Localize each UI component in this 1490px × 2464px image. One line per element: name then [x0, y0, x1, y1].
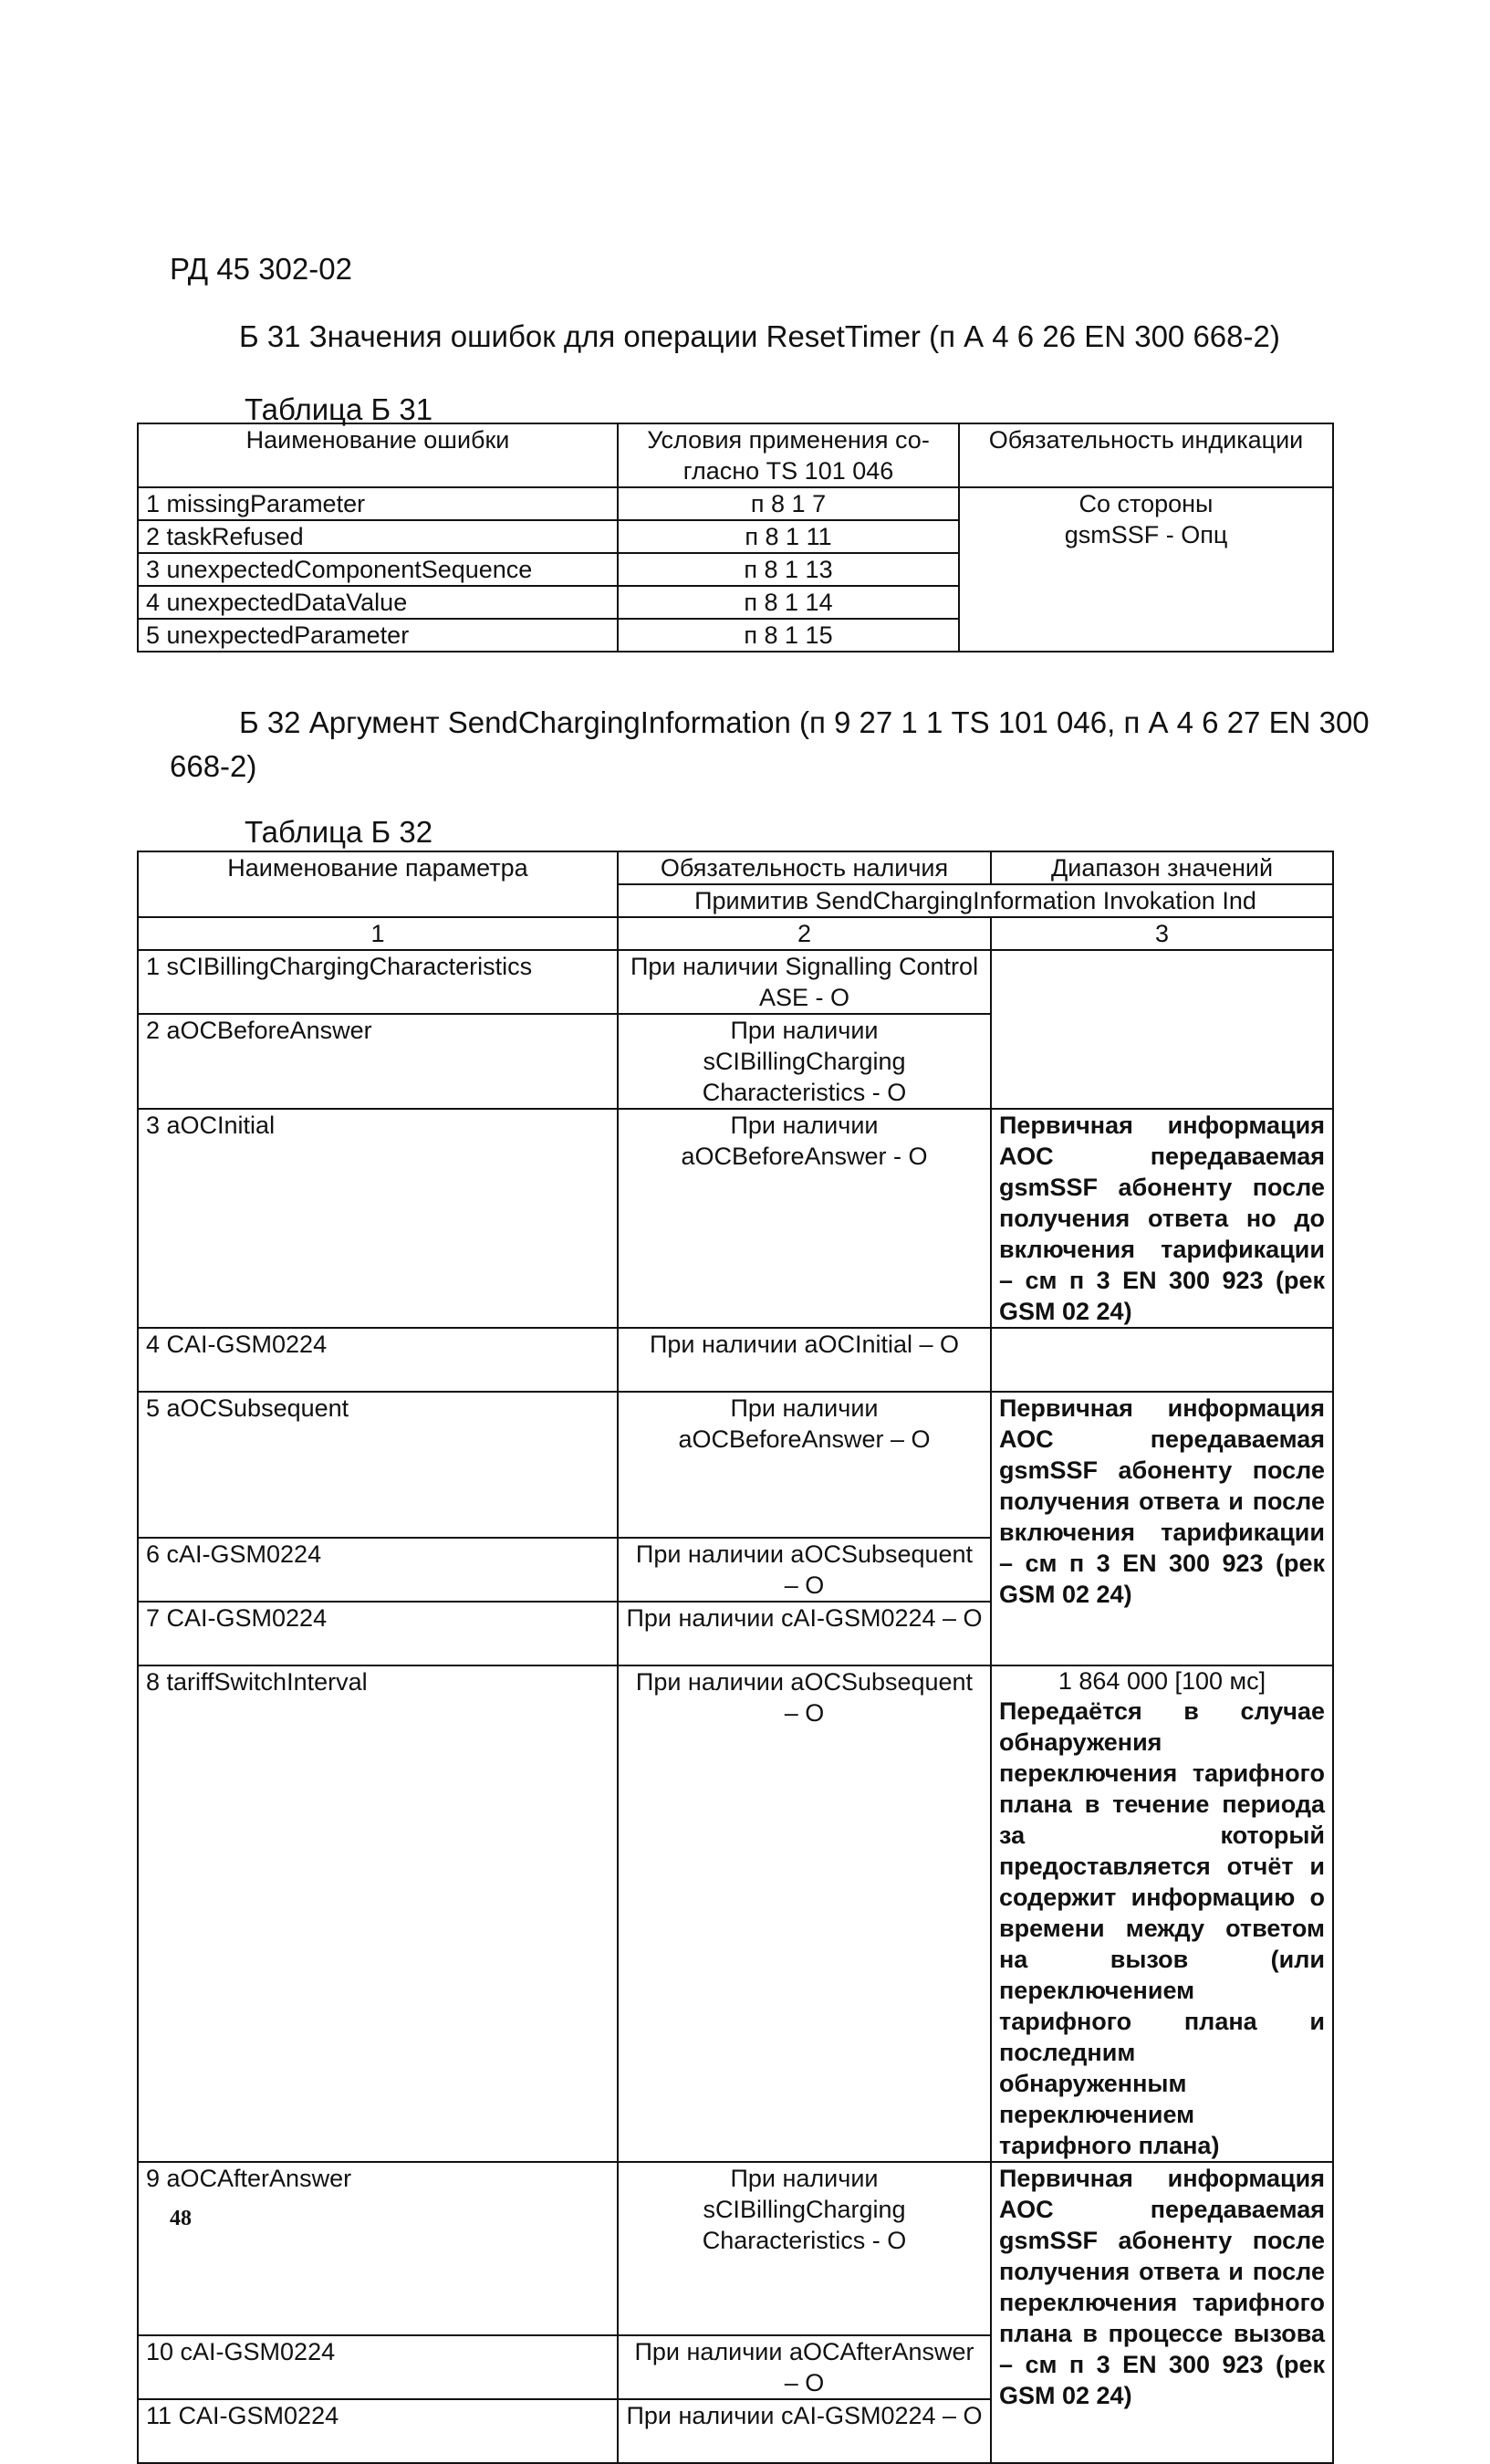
- table-cell: п 8 1 14: [618, 586, 959, 619]
- table-b32-col-num-1: 1: [138, 917, 618, 950]
- table-cell: При наличии aOCSubsequent – О: [618, 1665, 991, 2162]
- table-b31-header-name: Наименование ошибки: [138, 423, 618, 487]
- range-note: Передаётся в случае обнаружения переключения тарифного плана в течение периода за который предоставляется отчёт и содержит информацию о времени между ответом на вызов (или переключением тарифного плана и последним обнаруженным переключением тарифного плана): [999, 1697, 1325, 2159]
- table-b31-caption: Таблица Б 31: [245, 392, 433, 426]
- section-b31-title: Б 31 Значения ошибок для операции ResetTimer (п А 4 6 26 EN 300 668-2): [239, 319, 1280, 353]
- table-cell: При наличии aOCSubsequent – О: [618, 1538, 991, 1602]
- table-row: 5 unexpectedParameter: [138, 619, 618, 652]
- table-row: 10 cAI-GSM0224: [138, 2335, 618, 2399]
- table-b32-col-num-3: 3: [991, 917, 1333, 950]
- table-b32-header-presence: Обязательность наличия: [618, 851, 991, 884]
- table-cell: Первичная информация АОС передаваемая gsmSSF абоненту после получения ответа и после включения тарификации – см п 3 EN 300 923 (рек GSM 02 24): [991, 1392, 1333, 1665]
- table-b32-header-range: Диапазон значений: [991, 851, 1333, 884]
- table-b32-header-primitive: Примитив SendChargingInformation Invokation Ind: [618, 884, 1333, 917]
- table-cell: Первичная информация АОС передаваемая gsmSSF абоненту после получения ответа но до включения тарификации – см п 3 EN 300 923 (рек GSM 02 24): [991, 1109, 1333, 1328]
- table-cell: При наличии Signalling Control ASE - О: [618, 950, 991, 1014]
- table-cell: Первичная информация АОС передаваемая gsmSSF абоненту после получения ответа и после переключения тарифного плана в процессе вызова – см п 3 EN 300 923 (рек GSM 02 24): [991, 2162, 1333, 2463]
- table-b31-header-cond: Условия применения со-гласно TS 101 046: [618, 423, 959, 487]
- table-row: 4 unexpectedDataValue: [138, 586, 618, 619]
- table-cell: [991, 1665, 1333, 2162]
- table-b32-caption: Таблица Б 32: [245, 815, 433, 849]
- table-b31-indication: Со стороны gsmSSF - Опц: [959, 487, 1333, 652]
- table-cell: При наличии cAI-GSM0224 – О: [618, 2399, 991, 2463]
- table-row: 7 CAI-GSM0224: [138, 1602, 618, 1665]
- table-row: 5 aOCSubsequent: [138, 1392, 618, 1538]
- table-row: 6 cAI-GSM0224: [138, 1538, 618, 1602]
- table-b31: [137, 423, 1334, 653]
- table-row: 1 missingParameter: [138, 487, 618, 520]
- table-cell: При наличии cAI-GSM0224 – О: [618, 1602, 991, 1665]
- table-row: 2 taskRefused: [138, 520, 618, 553]
- table-cell: При наличии sCIBillingCharging Characteristics - О: [618, 2162, 991, 2335]
- table-cell: [991, 950, 1333, 1109]
- table-cell: [991, 1328, 1333, 1392]
- table-cell: При наличии aOCBeforeAnswer - О: [618, 1109, 991, 1328]
- table-row: 3 unexpectedComponentSequence: [138, 553, 618, 586]
- table-row: 3 aOCInitial: [138, 1109, 618, 1328]
- table-cell: При наличии sCIBillingCharging Characteristics - О: [618, 1014, 991, 1109]
- table-row: 4 CAI-GSM0224: [138, 1328, 618, 1392]
- table-cell: При наличии aOCAfterAnswer – О: [618, 2335, 991, 2399]
- document-header: РД 45 302-02: [170, 252, 352, 286]
- table-row: 1 sCIBillingChargingCharacteristics: [138, 950, 618, 1014]
- table-cell: п 8 1 15: [618, 619, 959, 652]
- section-b32-title: Б 32 Аргумент SendChargingInformation (п 9 27 1 1 TS 101 046, п А 4 6 27 EN 300 668-2): [170, 705, 1370, 783]
- table-b32: [137, 851, 1334, 2464]
- table-cell: При наличии aOCInitial – О: [618, 1328, 991, 1392]
- table-b32-header-param: Наименование параметра: [138, 851, 618, 917]
- table-row: 8 tariffSwitchInterval: [138, 1665, 618, 2162]
- table-cell: При наличии aOCBeforeAnswer – О: [618, 1392, 991, 1538]
- table-cell: п 8 1 13: [618, 553, 959, 586]
- range-value: 1 864 000 [100 мс]: [1058, 1667, 1266, 1695]
- table-row: 2 aOCBeforeAnswer: [138, 1014, 618, 1109]
- table-b32-col-num-2: 2: [618, 917, 991, 950]
- table-row: 9 aOCAfterAnswer: [138, 2162, 618, 2335]
- page-number: 48: [170, 2207, 192, 2230]
- table-b31-header-indication: Обязательность индикации: [959, 423, 1333, 487]
- table-cell: п 8 1 11: [618, 520, 959, 553]
- table-cell: п 8 1 7: [618, 487, 959, 520]
- table-row: 11 CAI-GSM0224: [138, 2399, 618, 2463]
